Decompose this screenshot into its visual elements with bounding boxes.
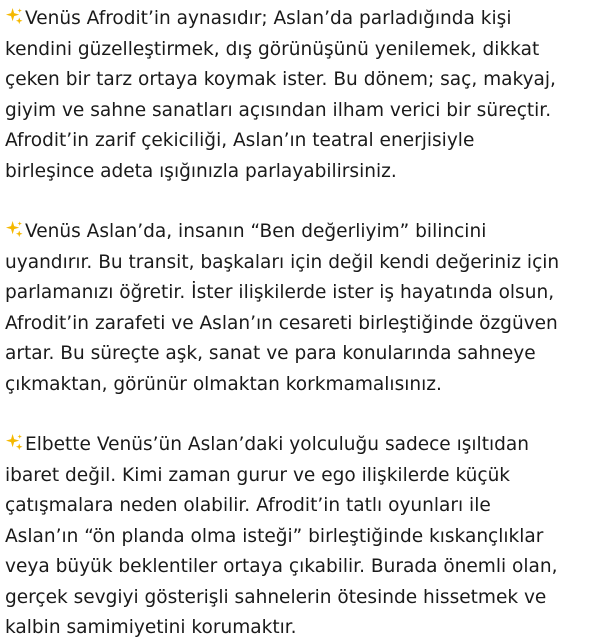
paragraph-line: veya büyük beklentiler ortaya çıkabilir. Burada önemli olan, — [5, 556, 558, 577]
paragraph-line: kendini güzelleştirmek, dış görünüşünü yenilemek, dikkat — [5, 38, 540, 60]
paragraph-line: giyim ve sahne sanatları açısından ilham verici bir süreçtir. — [5, 99, 552, 121]
paragraph-1 — [5, 4, 601, 187]
paragraph-line: Afrodit’in zarif çekiciliği, Aslan’ın teatral enerjisiyle — [5, 130, 475, 151]
paragraph-line: birleşince adeta ışığınızla parlayabilirsiniz. — [5, 160, 397, 182]
post-body — [5, 4, 601, 644]
paragraph-line: çatışmalara neden olabilir. Afrodit’in tatlı oyunları ile — [5, 495, 491, 516]
paragraph-line: artar. Bu süreçte aşk, sanat ve para konularında sahneye — [5, 343, 536, 364]
paragraph-line: ibaret değil. Kimi zaman gurur ve ego ilişkilerde küçük — [5, 464, 511, 486]
paragraph-3 — [5, 430, 601, 644]
paragraph-line: Aslan’ın “ön planda olma isteği” birleştiğinde kıskançlıklar — [5, 525, 544, 547]
sparkles-icon — [5, 220, 24, 239]
paragraph-line: Venüs Afrodit’in aynasıdır; Aslan’da parladığında kişi — [5, 4, 601, 35]
paragraph-line: parlamanızı öğretir. İster ilişkilerde ister iş hayatında olsun, — [5, 282, 555, 303]
paragraph-line: Elbette Venüs’ün Aslan’daki yolculuğu sadece ışıltıdan — [5, 430, 601, 461]
paragraph-line: çıkmaktan, görünür olmaktan korkmamalısınız. — [5, 373, 442, 395]
sparkles-icon — [5, 7, 24, 26]
paragraph-line: gerçek sevgiyi gösterişli sahnelerin ötesinde hissetmek ve — [5, 586, 547, 608]
paragraph-line: Afrodit’in zarafeti ve Aslan’ın cesareti birleştiğinde özgüven — [5, 312, 558, 334]
paragraph-line: uyandırır. Bu transit, başkaları için değil kendi değeriniz için — [5, 251, 560, 273]
paragraph-2 — [5, 217, 601, 400]
paragraph-line: Venüs Aslan’da, insanın “Ben değerliyim” bilincini — [5, 217, 601, 248]
sparkles-icon — [5, 433, 24, 452]
paragraph-line: çeken bir tarz ortaya koymak ister. Bu dönem; saç, makyaj, — [5, 69, 556, 90]
paragraph-line: kalbin samimiyetini korumaktır. — [5, 617, 297, 638]
